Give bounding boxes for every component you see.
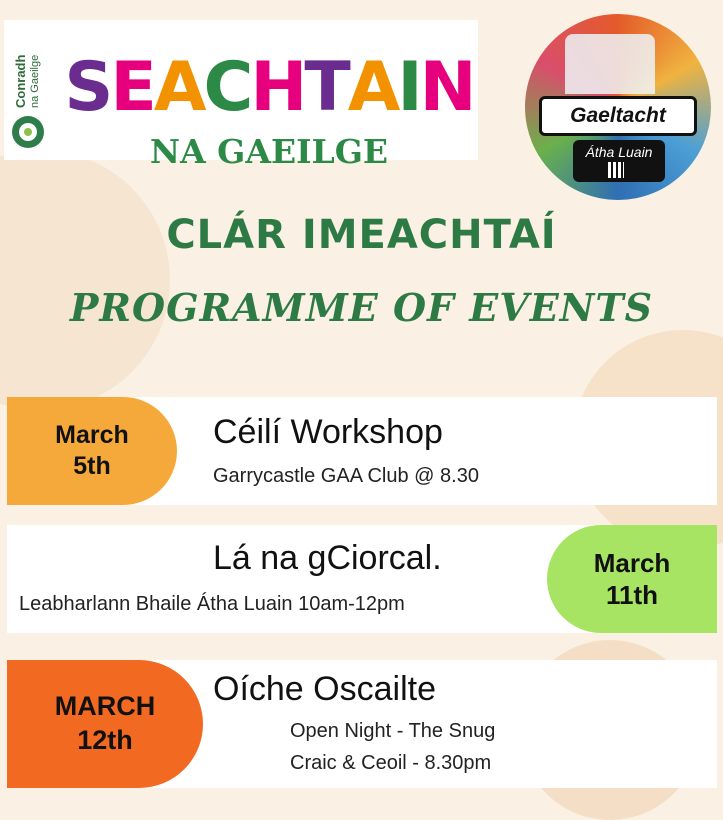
conradh-logo-icon — [12, 116, 44, 148]
event-date-month: March — [593, 547, 671, 578]
logo-title-letter: E — [110, 47, 154, 127]
event-details: Leabharlann Bhaile Átha Luain 10am-12pm — [19, 593, 405, 615]
org-sub: na Gaeilge — [29, 54, 41, 108]
badge-title: Gaeltacht — [539, 96, 697, 136]
logo-title-letter: C — [203, 47, 251, 127]
event-date-day: 5th — [73, 452, 111, 480]
gaeltacht-badge — [525, 14, 711, 200]
event-date-day: 11th — [605, 580, 659, 610]
event-title: Lá na gCiorcal. — [213, 539, 442, 577]
logo-title-letter: I — [397, 47, 420, 127]
seachtain-logo — [4, 20, 478, 171]
conradh-logo-text — [14, 0, 42, 108]
badge-subtitle: Átha Luain — [573, 140, 665, 182]
heading-irish: CLÁR IMEACHTAÍ — [166, 212, 557, 258]
houses-illustration — [565, 34, 655, 94]
heading-english: PROGRAMME OF EVENTS — [69, 285, 654, 330]
event-date — [7, 397, 177, 505]
event-details: Open Night - The Snug — [290, 720, 496, 742]
event-date — [7, 660, 203, 788]
event-title: Oíche Oscailte — [213, 670, 436, 708]
event-details: Craic & Ceoil - 8.30pm — [290, 752, 492, 774]
logo-title-letter: A — [347, 47, 398, 127]
event-date — [547, 525, 717, 633]
org-name: Conradh — [13, 54, 28, 108]
event-title: Céilí Workshop — [213, 413, 443, 451]
background-blob — [0, 150, 170, 410]
logo-title-letter: T — [304, 47, 348, 127]
logo-title-letter: S — [64, 47, 111, 127]
event-details: Garrycastle GAA Club @ 8.30 — [213, 465, 479, 487]
logo-title-letter: A — [153, 47, 204, 127]
event-row — [7, 397, 717, 505]
event-date-month: March — [55, 420, 129, 449]
logo-title-letter: H — [250, 47, 305, 127]
qr-code-icon — [608, 162, 624, 178]
logo-title — [64, 42, 474, 132]
event-date-day: 12th — [77, 725, 133, 755]
event-row — [7, 660, 717, 788]
logo-title-letter: N — [419, 47, 474, 127]
event-row — [7, 525, 717, 633]
logo-subtitle: NA GAEILGE — [149, 132, 389, 171]
event-date-month: MARCH — [54, 691, 156, 722]
